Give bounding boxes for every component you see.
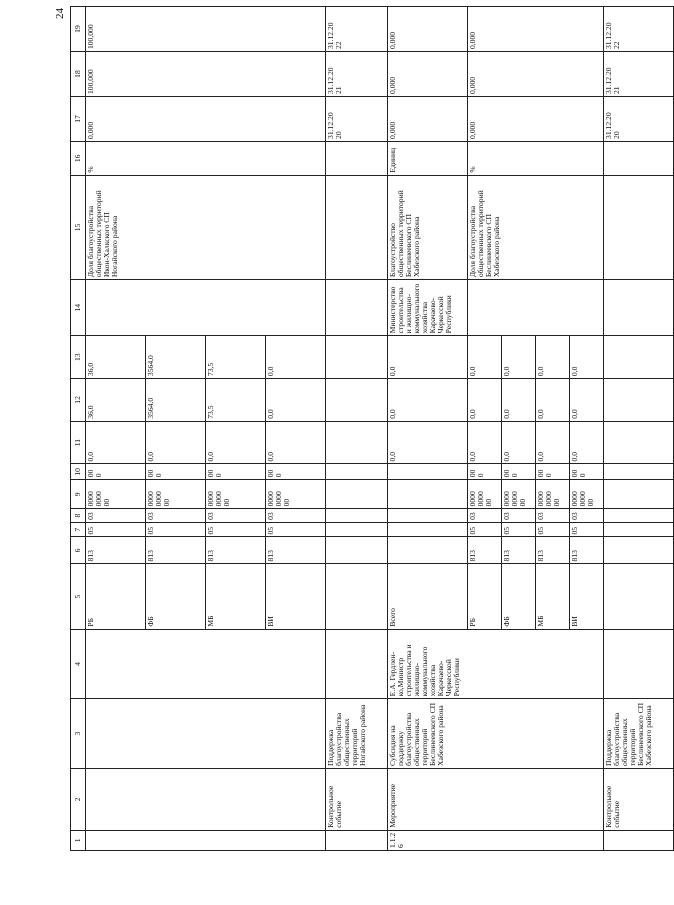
funding-source: ФБ [502, 564, 536, 629]
indicator-name: Доля благоустройства общественных территорий Икон-Халкского СП Ногайского района [86, 175, 326, 280]
empty-cell [388, 522, 468, 537]
empty-cell [326, 421, 388, 464]
empty-cell [604, 421, 674, 464]
col4-cell [86, 629, 326, 699]
value-c13: 36,0 [86, 336, 146, 379]
value-c7: 05 [502, 522, 536, 537]
value-c9: 0000 0000 00 [536, 480, 570, 509]
value-c13: 0,0 [570, 336, 604, 379]
value-c9: 0000 0000 00 [570, 480, 604, 509]
value-c12: 0,0 [468, 379, 502, 422]
empty-cell [326, 537, 388, 564]
empty-cell [604, 480, 674, 509]
value-c17: 0,000 [468, 97, 604, 142]
value-c10: 00 0 [206, 464, 266, 480]
value-c8: 03 [266, 509, 326, 522]
indicator-name: Благоустройство общественных территорий Беслинеевского СП Хабезского района [388, 175, 468, 280]
value-c6: 813 [468, 537, 502, 564]
value-c7: 05 [266, 522, 326, 537]
indicator-unit: % [86, 141, 326, 175]
value-c6: 813 [266, 537, 326, 564]
funding-source: РБ [86, 564, 146, 629]
row-type: Контрольное событие [604, 768, 674, 830]
funding-source: ВИ [570, 564, 604, 629]
rotated-page [54, 6, 653, 851]
empty-cell [326, 564, 388, 629]
value-c8: 03 [468, 509, 502, 522]
empty-cell [388, 480, 468, 509]
value-c12: 3564,0 [146, 379, 206, 422]
value-c6: 813 [502, 537, 536, 564]
column-number: 18 [71, 52, 86, 97]
value-c6: 813 [146, 537, 206, 564]
event-description: Поддержка благоустройства общественных территорий Ногайского района [326, 699, 388, 769]
value-c12: 0,0 [266, 379, 326, 422]
empty-cell [326, 629, 388, 699]
measure-number: 1.1.2 6 [388, 830, 604, 850]
value-c8: 03 [86, 509, 146, 522]
value-c11: 0,0 [146, 421, 206, 464]
column-number: 16 [71, 141, 86, 175]
column-number: 6 [71, 537, 86, 564]
empty-cell [326, 280, 388, 336]
table-row [86, 7, 146, 851]
funding-source: ВИ [266, 564, 326, 629]
value-c12: 36,0 [86, 379, 146, 422]
col1-cell [326, 830, 388, 850]
empty-cell [388, 464, 468, 480]
date-c17: 31.12.20 20 [326, 97, 388, 142]
column-number: 14 [71, 280, 86, 336]
column-number: 17 [71, 97, 86, 142]
empty-cell [604, 522, 674, 537]
indicator-unit: Единиц [388, 141, 468, 175]
executor: Министерство строительства и жилищно-коммунального хозяйства Карачаево-Черкесской Республики [388, 280, 468, 336]
page-number: 24 [54, 8, 66, 19]
value-c12: 0,0 [570, 379, 604, 422]
date-c18: 31.12.20 21 [604, 52, 674, 97]
empty-cell [604, 564, 674, 629]
column-number: 12 [71, 379, 86, 422]
value-c8: 03 [570, 509, 604, 522]
col1-cell [604, 830, 674, 850]
column-number: 1 [71, 830, 86, 850]
empty-cell [388, 509, 468, 522]
value-c18: 0,000 [468, 52, 604, 97]
value-c12: 73,5 [206, 379, 266, 422]
empty-cell [604, 537, 674, 564]
value-c13: 0,0 [502, 336, 536, 379]
empty-cell [604, 629, 674, 699]
value-c10: 00 0 [536, 464, 570, 480]
funding-source: МБ [206, 564, 266, 629]
date-c19: 31.12.20 22 [604, 7, 674, 52]
value-c11: 0,0 [570, 421, 604, 464]
responsible-person: Е.А. Гердлен-ко,Министр строительства и жилищно-коммунального хозяйства Карачаево-Черкесской Республики [388, 629, 604, 699]
value-c10: 00 0 [468, 464, 502, 480]
value-c6: 813 [86, 537, 146, 564]
column-number: 7 [71, 522, 86, 537]
column-number: 13 [71, 336, 86, 379]
value-c8: 03 [206, 509, 266, 522]
empty-cell [604, 175, 674, 280]
value-c11: 0,0 [388, 421, 468, 464]
empty-cell [326, 522, 388, 537]
value-c13: 73,5 [206, 336, 266, 379]
funding-source: РБ [468, 564, 502, 629]
empty-cell [604, 379, 674, 422]
funding-source: ФБ [146, 564, 206, 629]
column-number: 2 [71, 768, 86, 830]
control-event-row [326, 7, 388, 851]
col3-cell [86, 699, 326, 769]
empty-cell [326, 379, 388, 422]
empty-cell [604, 464, 674, 480]
col2-cell [86, 768, 326, 830]
value-c6: 813 [570, 537, 604, 564]
column-number-row [71, 7, 86, 851]
indicator-name: Доля благоустройства общественных территорий Беслинеевского СП Хабезского района [468, 175, 604, 280]
value-c7: 05 [468, 522, 502, 537]
empty-cell [604, 336, 674, 379]
value-c11: 0,0 [468, 421, 502, 464]
col1-cell [86, 830, 326, 850]
value-c19: 0,000 [388, 7, 468, 52]
empty-cell [326, 175, 388, 280]
column-number: 5 [71, 564, 86, 629]
column-number: 3 [71, 699, 86, 769]
value-c9: 0000 0000 00 [86, 480, 146, 509]
value-c13: 0,0 [536, 336, 570, 379]
indicator-unit: % [468, 141, 604, 175]
value-c19: 0,000 [468, 7, 604, 52]
column-number: 15 [71, 175, 86, 280]
empty-cell [326, 336, 388, 379]
value-c7: 05 [86, 522, 146, 537]
measure-description: Субсидия на поддержку благоустройства общественных территорий Беслинеевского СП Хабезского района [388, 699, 604, 769]
value-c11: 0,0 [266, 421, 326, 464]
value-c13: 0,0 [388, 336, 468, 379]
value-c8: 03 [146, 509, 206, 522]
value-c11: 0,0 [536, 421, 570, 464]
value-c7: 05 [206, 522, 266, 537]
column-number: 4 [71, 629, 86, 699]
date-c18: 31.12.20 21 [326, 52, 388, 97]
event-description: Поддержка благоустройства общественных территорий Беслинеевского СП Хабезского района [604, 699, 674, 769]
value-c7: 05 [536, 522, 570, 537]
column-number: 8 [71, 509, 86, 522]
empty-cell [326, 509, 388, 522]
value-c13: 3564,0 [146, 336, 206, 379]
row-type: Контрольное событие [326, 768, 388, 830]
value-c9: 0000 0000 00 [266, 480, 326, 509]
col14-cell [86, 280, 326, 336]
value-c12: 0,0 [536, 379, 570, 422]
value-c13: 0,0 [468, 336, 502, 379]
value-c10: 00 0 [570, 464, 604, 480]
value-c9: 0000 0000 00 [468, 480, 502, 509]
empty-cell [326, 464, 388, 480]
column-number: 11 [71, 421, 86, 464]
funding-source: Всего [388, 564, 468, 629]
empty-cell [604, 141, 674, 175]
control-event-row [604, 7, 674, 851]
value-c12: 0,0 [388, 379, 468, 422]
value-c10: 00 0 [86, 464, 146, 480]
value-c17: 0,000 [86, 97, 326, 142]
empty-cell [326, 480, 388, 509]
date-c17: 31.12.20 20 [604, 97, 674, 142]
value-c10: 00 0 [502, 464, 536, 480]
value-c12: 0,0 [502, 379, 536, 422]
value-c11: 0,0 [502, 421, 536, 464]
empty-cell [388, 537, 468, 564]
value-c9: 0000 0000 00 [502, 480, 536, 509]
value-c6: 813 [206, 537, 266, 564]
value-c6: 813 [536, 537, 570, 564]
value-c9: 0000 0000 00 [146, 480, 206, 509]
funding-source: МБ [536, 564, 570, 629]
column-number: 9 [71, 480, 86, 509]
value-c17: 0,000 [388, 97, 468, 142]
value-c18: 100,000 [86, 52, 326, 97]
value-c7: 05 [570, 522, 604, 537]
program-table [70, 6, 674, 851]
value-c18: 0,000 [388, 52, 468, 97]
date-c19: 31.12.20 22 [326, 7, 388, 52]
value-c10: 00 0 [146, 464, 206, 480]
value-c11: 0,0 [86, 421, 146, 464]
value-c9: 0000 0000 00 [206, 480, 266, 509]
column-number: 19 [71, 7, 86, 52]
empty-cell [604, 280, 674, 336]
value-c13: 0,0 [266, 336, 326, 379]
measure-total-row [388, 7, 468, 851]
value-c8: 03 [536, 509, 570, 522]
row-type: Мероприятие [388, 768, 604, 830]
empty-cell [326, 141, 388, 175]
value-c7: 05 [146, 522, 206, 537]
value-c11: 0,0 [206, 421, 266, 464]
value-c19: 100,000 [86, 7, 326, 52]
column-number: 10 [71, 464, 86, 480]
empty-cell [604, 509, 674, 522]
value-c10: 00 0 [266, 464, 326, 480]
col14-cell [468, 280, 604, 336]
value-c8: 03 [502, 509, 536, 522]
